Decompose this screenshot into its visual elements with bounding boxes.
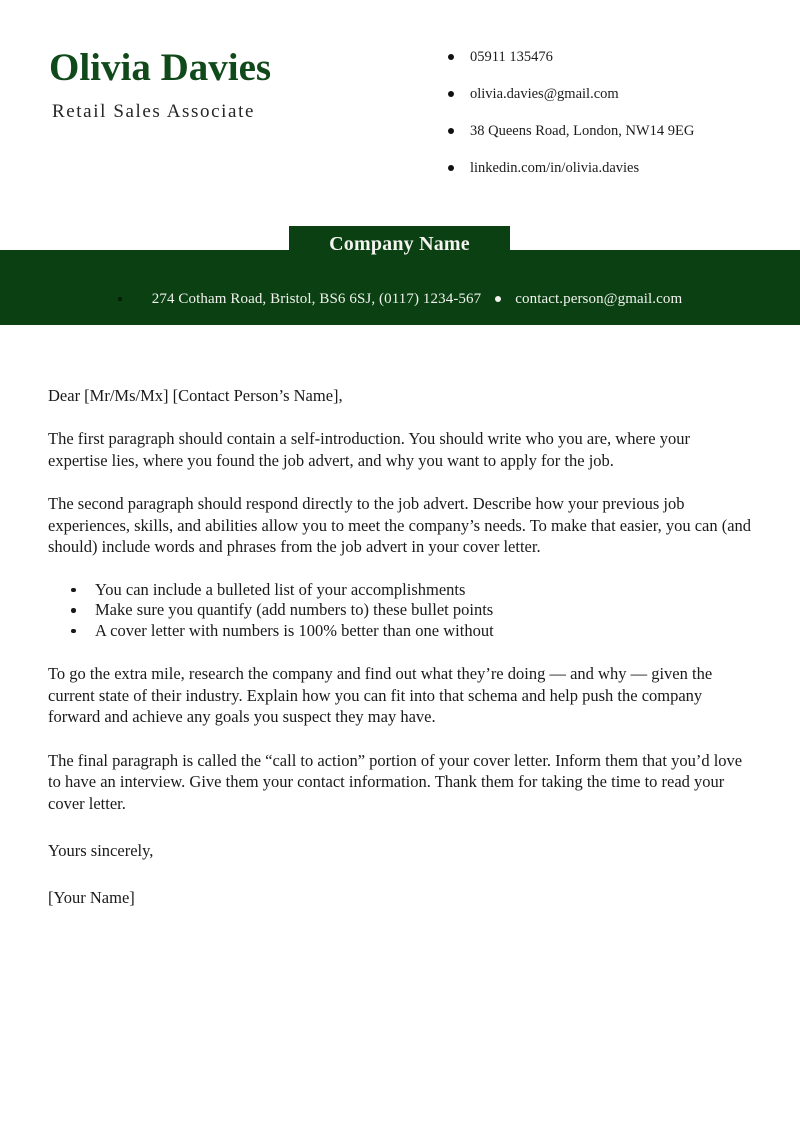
list-item [48, 621, 752, 642]
company-name-label: Company Name [329, 233, 470, 255]
list-item-label: You can include a bulleted list of your accomplishments [95, 579, 466, 599]
contact-item-address [448, 122, 694, 140]
contact-item-phone [448, 48, 694, 66]
contact-item-email [448, 85, 694, 103]
list-item [48, 600, 752, 621]
banner-contact-inner [118, 290, 682, 308]
contact-details-list [448, 48, 694, 196]
letter-header [0, 0, 800, 226]
banner-contact-row [0, 250, 800, 325]
applicant-name: Olivia Davies [49, 46, 272, 89]
identity-block [49, 45, 429, 125]
contact-item-linkedin [448, 159, 694, 177]
letter-paragraph-1: The first paragraph should contain a self-introduction. You should write who you are, where your expertise lies, where you found the job advert, and why you want to apply for the job. [48, 429, 690, 470]
applicant-job-title: Retail Sales Associate [52, 101, 255, 122]
contact-address-value: 38 Queens Road, London, NW14 9EG [470, 123, 695, 139]
bullet-separator-icon [495, 296, 501, 302]
letter-paragraph-4: The final paragraph is called the “call to action” portion of your cover letter. Inform them that you’d love to have an interview. Give them your contact information. Thank them for taking the time to read your cover letter. [48, 750, 743, 813]
list-item-label: Make sure you quantify (add numbers to) these bullet points [95, 600, 494, 619]
letter-paragraph-2: The second paragraph should respond directly to the job advert. Describe how your previous job experiences, skills, and abilities allow you to meet the company’s needs. To make that easier, you can (and should) include words and phrases from the job advert in your cover letter. [48, 494, 752, 556]
recipient-banner [0, 226, 800, 325]
company-email-value[interactable]: contact.person@gmail.com [515, 291, 683, 307]
bullet-icon [448, 91, 454, 97]
company-address-value: 274 Cotham Road, Bristol, BS6 6SJ, (0117) 1234-567 [151, 291, 482, 307]
bullet-icon [448, 128, 454, 134]
bullet-icon [71, 629, 76, 634]
bullet-icon [71, 608, 76, 613]
contact-email-value[interactable]: olivia.davies@gmail.com [470, 86, 619, 102]
letter-body [0, 325, 800, 908]
contact-linkedin-value[interactable]: linkedin.com/in/olivia.davies [470, 160, 640, 176]
contact-phone-value: 05911 135476 [470, 49, 553, 65]
list-item [48, 580, 752, 601]
letter-closing: Yours sincerely, [48, 841, 154, 860]
list-item-label: A cover letter with numbers is 100% better than one without [95, 620, 494, 640]
letter-salutation: Dear [Mr/Ms/Mx] [Contact Person’s Name], [48, 386, 343, 405]
bullet-icon [71, 588, 76, 593]
letter-bullet-list [48, 558, 752, 642]
letter-signature: [Your Name] [48, 888, 135, 907]
letter-paragraph-3: To go the extra mile, research the company and find out what they’re doing — and why — given the current state of their industry. Explain how you can fit into that schema and help push the company forward and achieve any goals you suspect they may have. [48, 664, 713, 726]
bullet-icon [448, 54, 454, 60]
square-bullet-icon [118, 297, 122, 301]
bullet-icon [448, 165, 454, 171]
